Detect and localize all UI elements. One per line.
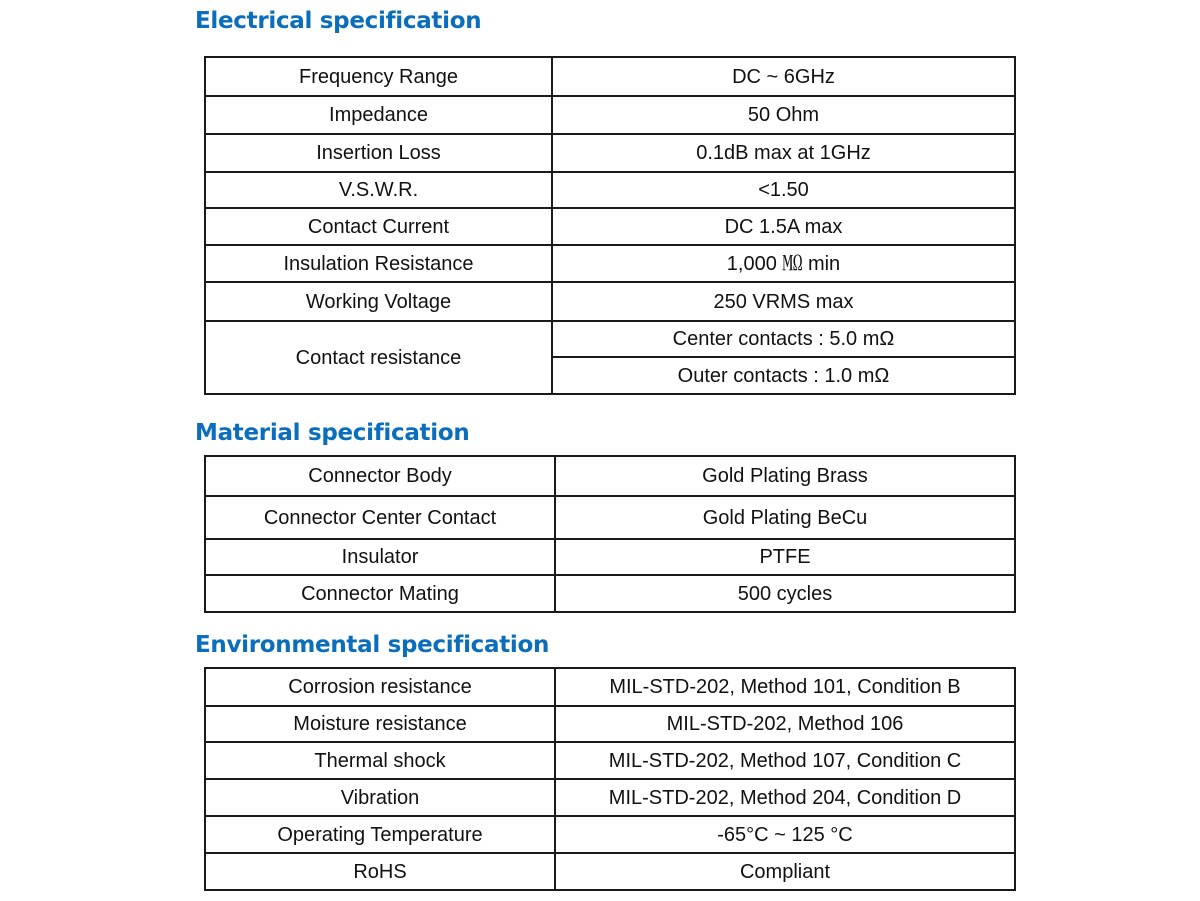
table-row — [205, 456, 1015, 496]
spec-value: DC ~ 6GHz — [552, 57, 1015, 96]
spec-label: Working Voltage — [205, 282, 552, 321]
table-row — [205, 134, 1015, 172]
table-row — [205, 282, 1015, 321]
spec-label: Insulation Resistance — [205, 245, 552, 282]
table-row — [205, 245, 1015, 282]
spec-value: 250 VRMS max — [552, 282, 1015, 321]
electrical-specification-heading: Electrical specification — [195, 8, 482, 34]
material-specification-table — [204, 455, 1016, 613]
electrical-specification-table — [204, 56, 1016, 395]
spec-label: Operating Temperature — [205, 816, 555, 853]
environmental-specification-table — [204, 667, 1016, 891]
table-row — [205, 208, 1015, 245]
outer-contacts-value: Outer contacts : 1.0 mΩ — [552, 357, 1015, 394]
table-row — [205, 668, 1015, 706]
table-row — [205, 321, 1015, 357]
spec-value: 50 Ohm — [552, 96, 1015, 134]
spec-label: RoHS — [205, 853, 555, 890]
spec-value: 1,000 ㏁ min — [552, 245, 1015, 282]
table-row — [205, 57, 1015, 96]
spec-value: PTFE — [555, 539, 1015, 575]
contact-resistance-label: Contact resistance — [205, 321, 552, 394]
spec-label: Insulator — [205, 539, 555, 575]
spec-label: Contact Current — [205, 208, 552, 245]
spec-value: -65°C ~ 125 °C — [555, 816, 1015, 853]
spec-label: Corrosion resistance — [205, 668, 555, 706]
spec-label: V.S.W.R. — [205, 172, 552, 208]
table-row — [205, 779, 1015, 816]
spec-value: <1.50 — [552, 172, 1015, 208]
table-row — [205, 539, 1015, 575]
table-row — [205, 172, 1015, 208]
spec-label: Moisture resistance — [205, 706, 555, 742]
spec-label: Thermal shock — [205, 742, 555, 779]
spec-label: Connector Center Contact — [205, 496, 555, 539]
spec-value: MIL-STD-202, Method 107, Condition C — [555, 742, 1015, 779]
spec-value: MIL-STD-202, Method 101, Condition B — [555, 668, 1015, 706]
table-row — [205, 575, 1015, 612]
spec-value: DC 1.5A max — [552, 208, 1015, 245]
spec-value: Gold Plating BeCu — [555, 496, 1015, 539]
table-row — [205, 96, 1015, 134]
spec-value: MIL-STD-202, Method 204, Condition D — [555, 779, 1015, 816]
spec-label: Insertion Loss — [205, 134, 552, 172]
environmental-specification-heading: Environmental specification — [195, 632, 550, 658]
spec-label: Vibration — [205, 779, 555, 816]
table-row — [205, 742, 1015, 779]
table-row — [205, 496, 1015, 539]
spec-value: 500 cycles — [555, 575, 1015, 612]
spec-value: 0.1dB max at 1GHz — [552, 134, 1015, 172]
spec-label: Impedance — [205, 96, 552, 134]
spec-label: Connector Body — [205, 456, 555, 496]
table-row — [205, 706, 1015, 742]
center-contacts-value: Center contacts : 5.0 mΩ — [552, 321, 1015, 357]
table-row — [205, 816, 1015, 853]
spec-label: Connector Mating — [205, 575, 555, 612]
material-specification-heading: Material specification — [195, 420, 470, 446]
spec-value: Gold Plating Brass — [555, 456, 1015, 496]
table-row — [205, 853, 1015, 890]
spec-label: Frequency Range — [205, 57, 552, 96]
spec-value: MIL-STD-202, Method 106 — [555, 706, 1015, 742]
spec-value: Compliant — [555, 853, 1015, 890]
